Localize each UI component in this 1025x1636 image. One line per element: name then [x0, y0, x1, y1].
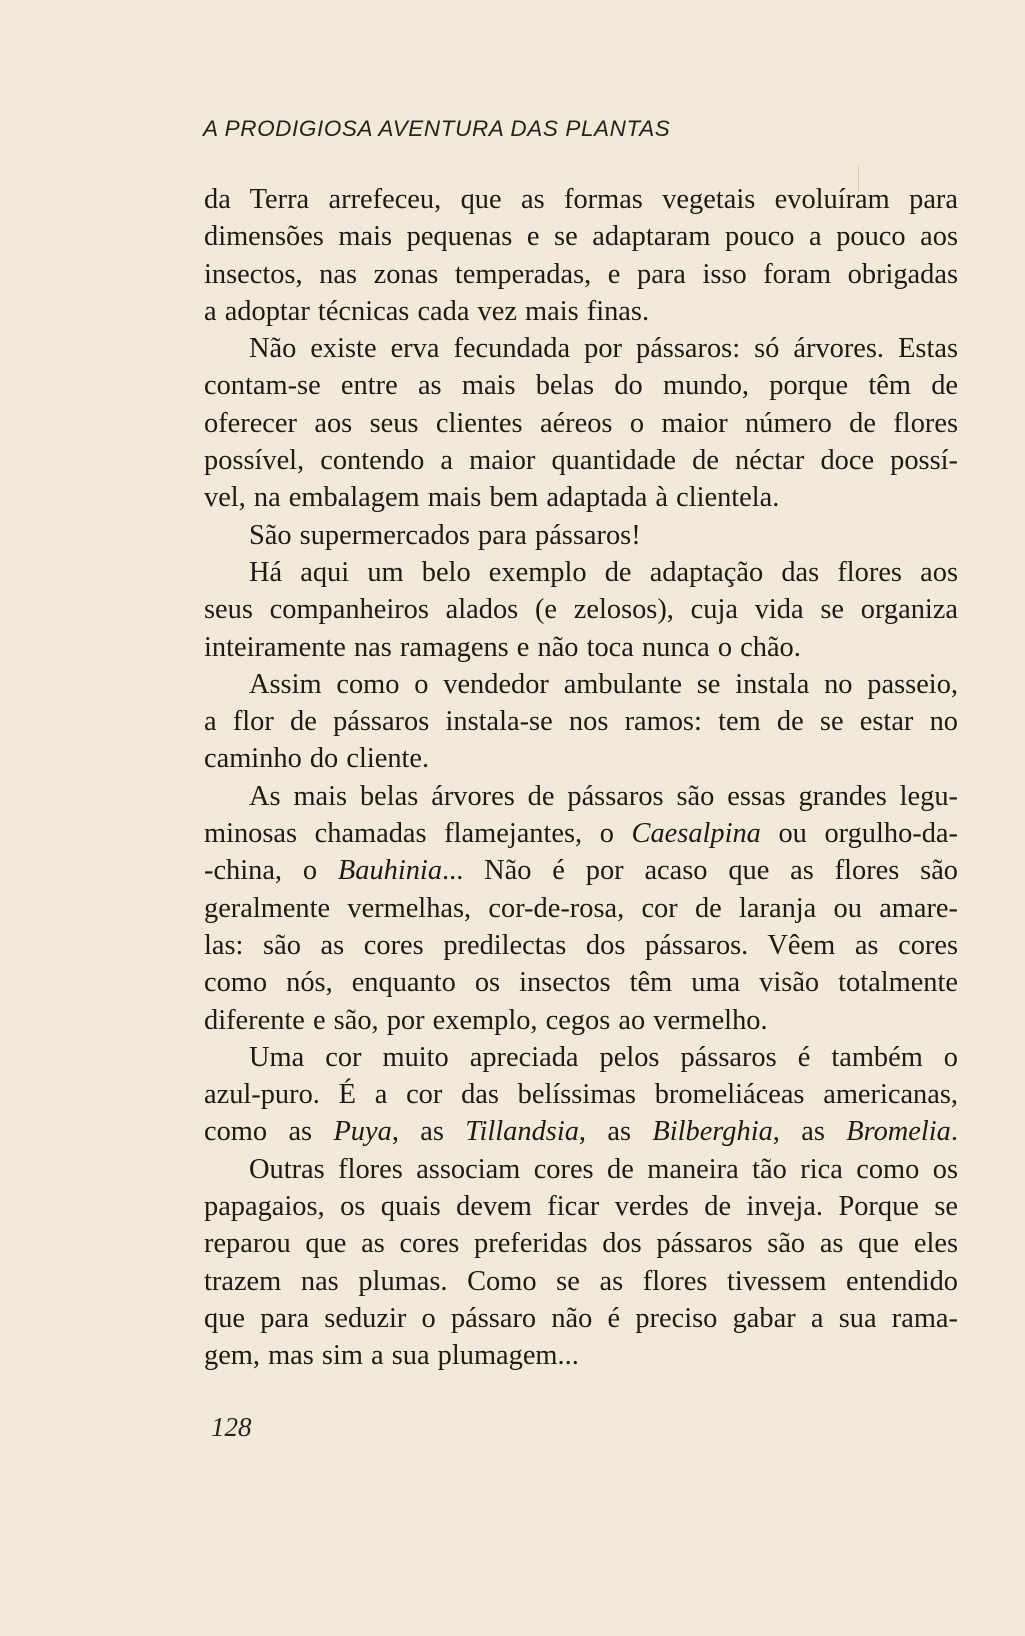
text-line	[204, 1225, 958, 1262]
italic-term: Bilberghia	[652, 1116, 773, 1148]
text-segment: caminho do cliente.	[204, 743, 430, 775]
text-segment: contam-se entre as mais belas do mundo, porque têm de	[204, 370, 958, 402]
running-head: A PRODIGIOSA AVENTURA DAS PLANTAS	[203, 116, 671, 141]
text-segment: -china, o	[204, 855, 338, 887]
text-segment: las: são as cores predilectas dos pássaros. Vêem as cores	[204, 929, 958, 961]
text-line	[204, 703, 958, 740]
text-line	[204, 591, 958, 628]
italic-term: Bauhinia	[337, 855, 443, 887]
text-line	[204, 852, 958, 889]
text-line	[204, 778, 958, 815]
text-segment: , as	[391, 1116, 466, 1148]
text-segment: , as	[772, 1116, 847, 1148]
text-line	[204, 1113, 958, 1150]
text-line	[204, 629, 958, 666]
italic-term: Caesalpina	[631, 818, 761, 850]
text-line	[204, 293, 958, 330]
italic-term: Tillandsia	[465, 1116, 579, 1148]
text-line	[204, 927, 958, 964]
text-segment: dimensões mais pequenas e se adaptaram pouco a pouco aos	[204, 221, 958, 253]
text-line	[204, 1076, 958, 1113]
text-segment: geralmente vermelhas, cor-de-rosa, cor de laranja ou amare-	[204, 892, 958, 924]
text-line	[204, 367, 958, 404]
text-line	[204, 517, 958, 554]
text-line	[204, 740, 958, 777]
text-segment: Há aqui um belo exemplo de adaptação das flores aos	[249, 556, 958, 588]
text-line	[204, 1151, 958, 1188]
text-segment: a flor de pássaros instala-se nos ramos: tem de se estar no	[204, 706, 958, 738]
text-line	[204, 815, 958, 852]
text-segment: da Terra arrefeceu, que as formas vegetais evoluíram para	[204, 184, 958, 215]
text-segment: insectos, nas zonas temperadas, e para isso foram obrigadas	[204, 258, 958, 290]
text-segment: reparou que as cores preferidas dos pássaros são as que eles	[204, 1228, 958, 1260]
text-line	[204, 1263, 958, 1300]
text-line	[204, 479, 958, 516]
text-segment: a adoptar técnicas cada vez mais finas.	[204, 295, 650, 327]
text-line	[204, 554, 958, 591]
text-segment: ... Não é por acaso que as flores são	[442, 855, 958, 887]
text-segment: azul-puro. É a cor das belíssimas bromeliáceas americanas,	[204, 1079, 958, 1111]
body-text	[204, 181, 958, 1375]
text-segment: Não existe erva fecundada por pássaros: só árvores. Estas	[249, 333, 958, 365]
text-segment: trazem nas plumas. Como se as flores tivessem entendido	[204, 1265, 958, 1297]
text-line	[204, 218, 958, 255]
text-segment: , as	[578, 1116, 653, 1148]
text-line	[204, 442, 958, 479]
text-segment: ou orgulho-da-	[760, 818, 958, 850]
text-segment: papagaios, os quais devem ficar verdes de inveja. Porque se	[204, 1191, 958, 1223]
text-segment: .	[950, 1116, 958, 1148]
text-line	[204, 1002, 958, 1039]
text-line	[204, 181, 958, 218]
text-segment: que para seduzir o pássaro não é preciso gabar a sua rama-	[204, 1302, 958, 1334]
text-segment: diferente e são, por exemplo, cegos ao vermelho.	[204, 1004, 768, 1036]
text-segment: como nós, enquanto os insectos têm uma visão totalmente	[204, 967, 958, 999]
italic-term: Puya	[333, 1116, 392, 1148]
text-line	[204, 256, 958, 293]
text-segment: seus companheiros alados (e zelosos), cuja vida se organiza	[204, 594, 958, 626]
text-line	[204, 890, 958, 927]
text-segment: Outras flores associam cores de maneira tão rica como os	[249, 1153, 958, 1185]
text-segment: gem, mas sim a sua plumagem...	[204, 1340, 579, 1372]
text-line	[204, 405, 958, 442]
text-line	[204, 1337, 958, 1374]
text-segment: como as	[204, 1116, 334, 1148]
text-line	[204, 666, 958, 703]
text-segment: inteiramente nas ramagens e não toca nunca o chão.	[204, 631, 801, 663]
text-segment: oferecer aos seus clientes aéreos o maior número de flores	[204, 407, 958, 439]
text-segment: vel, na embalagem mais bem adaptada à clientela.	[204, 482, 780, 514]
page-number: 128	[211, 1412, 252, 1442]
text-segment: possível, contendo a maior quantidade de néctar doce possí-	[204, 445, 958, 477]
text-line	[204, 1039, 958, 1076]
text-line	[204, 1188, 958, 1225]
text-segment: minosas chamadas flamejantes, o	[204, 818, 632, 850]
italic-term: Bromelia	[846, 1116, 951, 1148]
text-segment: São supermercados para pássaros!	[249, 519, 641, 551]
text-line	[204, 964, 958, 1001]
text-line	[204, 1300, 958, 1337]
text-segment: As mais belas árvores de pássaros são essas grandes legu-	[249, 780, 958, 812]
text-segment: Uma cor muito apreciada pelos pássaros é também o	[249, 1041, 958, 1073]
text-line	[204, 330, 958, 367]
text-segment: Assim como o vendedor ambulante se instala no passeio,	[249, 668, 958, 700]
